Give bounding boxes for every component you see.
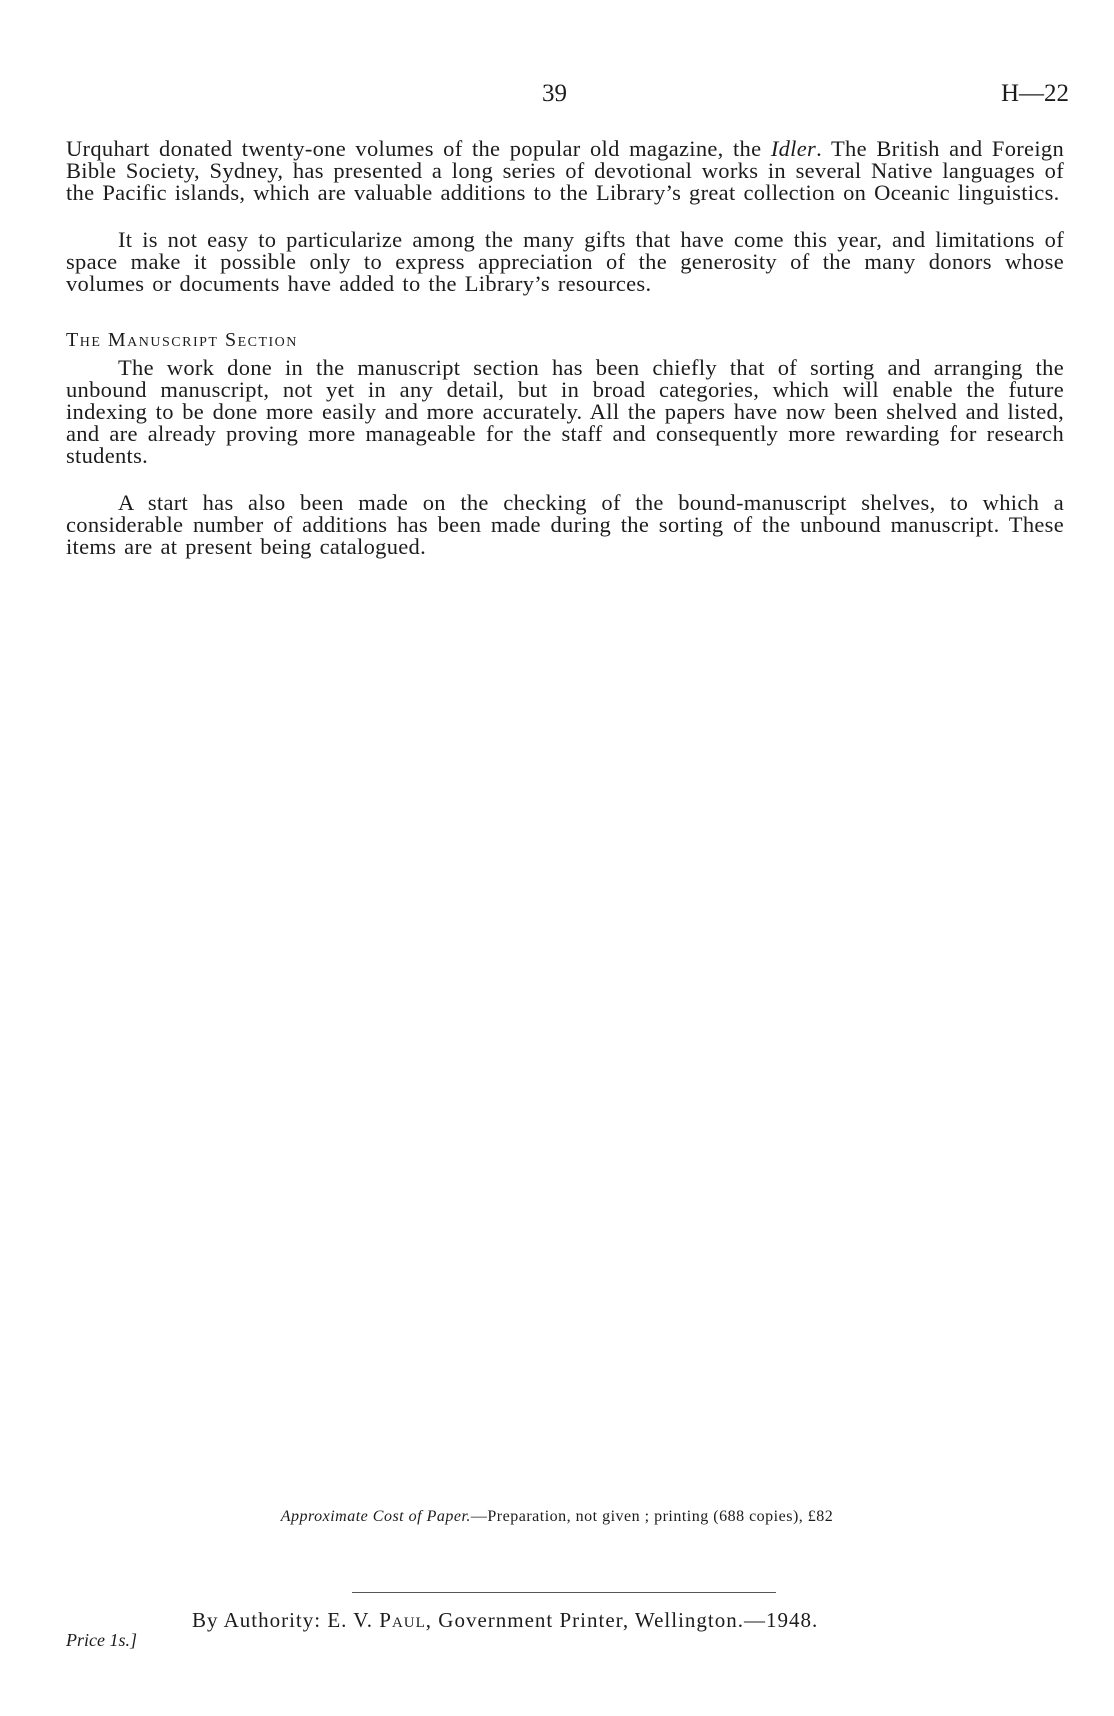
paragraph-bound-manuscript: A start has also been made on the checking of the bound-manuscript shelves, to which a considerable number of additions has been made during the sorting of the unbound manuscript. These items are at present being catalogued. (66, 490, 1064, 559)
document-reference: H—22 (1000, 80, 1069, 107)
footer-rule (352, 1592, 776, 1593)
paragraph-manuscript-work: The work done in the manuscript section has been chiefly that of sorting and arranging the unbound manuscript, not yet in any detail, but in broad categories, which will enable the future indexing to be done more easily and more accurately. All the papers have now been shelved and listed, and are already proving more manageable for the staff and consequently more rewarding for research students. (66, 355, 1064, 468)
printer-name: E. V. Paul (327, 1608, 426, 1632)
price-note: Price 1s.] (66, 1630, 137, 1650)
body-text (66, 138, 1064, 583)
printer-authority-line (192, 1608, 818, 1633)
authority-suffix: , Government Printer, Wellington.—1948. (425, 1608, 819, 1632)
magazine-title: Idler (770, 136, 817, 161)
page-number: 39 (542, 80, 567, 107)
paragraph-text-before: Urquhart donated twenty-one volumes of the popular old magazine, the (66, 136, 771, 161)
approximate-cost-line (0, 1508, 1114, 1526)
cost-text: —Preparation, not given ; printing (688 copies), £82 (470, 1508, 834, 1525)
cost-label: Approximate Cost of Paper. (280, 1508, 471, 1525)
section-heading-manuscript: The Manuscript Section (66, 329, 298, 351)
page-header (0, 80, 1114, 110)
paragraph-gifts-appreciation: It is not easy to particularize among the many gifts that have come this year, and limitations of space make it possible only to express appreciation of the generosity of the many donors whose volumes or documents have added to the Library’s resources. (66, 227, 1064, 296)
paragraph-text-after: . The British and Foreign Bible Society, Sydney, has presented a long series of devotional works in several Native languages of the Pacific islands, which are valuable additions to the Library’s great collection on Oceanic linguistics. (66, 136, 1064, 205)
paragraph-gifts-continued (66, 138, 1064, 204)
authority-prefix: By Authority: (192, 1608, 328, 1632)
